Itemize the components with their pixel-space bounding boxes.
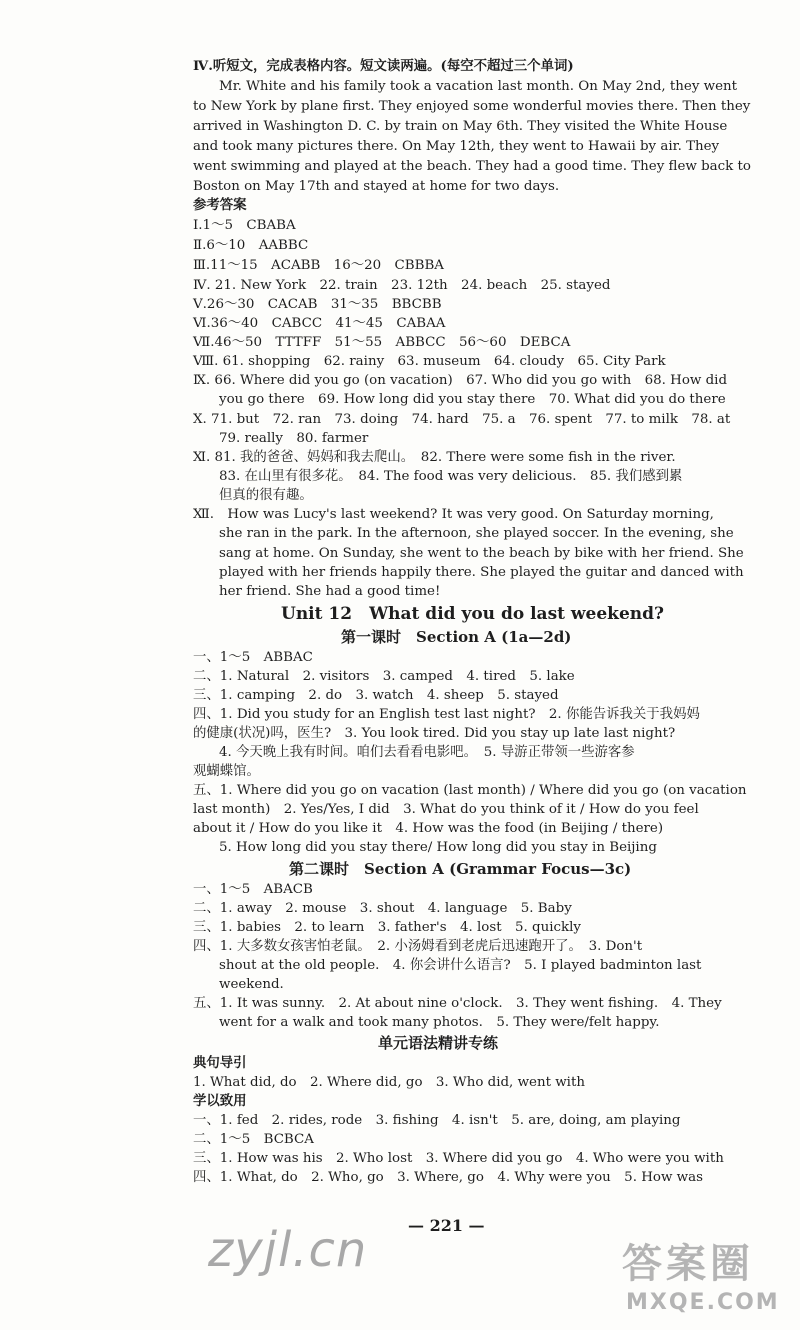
answer-line: 83. 在山里有很多花。 84. The food was very delicious. 85. 我们感到累	[219, 469, 683, 484]
answer-line: Ⅺ. 81. 我的爸爸、妈妈和我去爬山。 82. There were some fish in the river.	[193, 450, 676, 465]
answer-line: you go there 69. How long did you stay there 70. What did you do there	[219, 392, 726, 407]
answer-line: sang at home. On Sunday, she went to the beach by bike with her friend. She	[219, 546, 744, 561]
lesson1-line: 一、1～5 ABBAC	[193, 650, 313, 665]
lesson2-line: 五、1. It was sunny. 2. At about nine o'clock. 3. They went fishing. 4. They	[193, 996, 722, 1011]
lesson2-line: 三、1. babies 2. to learn 3. father's 4. lost 5. quickly	[193, 920, 581, 935]
lesson1-line: 4. 今天晚上我有时间。咱们去看看电影吧。 5. 导游正带领一些游客参	[219, 745, 635, 760]
passage-line: to New York by plane first. They enjoyed some wonderful movies there. Then they	[193, 99, 751, 114]
lesson1-line: 三、1. camping 2. do 3. watch 4. sheep 5. stayed	[193, 688, 559, 703]
answers-heading: 参考答案	[193, 197, 247, 213]
answer-line: her friend. She had a good time!	[219, 584, 441, 599]
watermark-mxqe: MXQE.COM	[626, 1290, 780, 1315]
lesson1-line: 的健康(状况)吗，医生? 3. You look tired. Did you stay up late last night?	[193, 726, 676, 741]
passage-line: Mr. White and his family took a vacation last month. On May 2nd, they went	[219, 79, 738, 94]
answer-line: Ⅲ.11～15 ACABB 16～20 CBBBA	[193, 258, 444, 273]
lesson2-title: 第二课时 Section A (Grammar Focus—3c)	[289, 860, 632, 878]
lesson1-line: 观蝴蝶馆。	[193, 764, 260, 779]
lesson1-line: 五、1. Where did you go on vacation (last month) / Where did you go (on vacation	[193, 783, 747, 798]
lesson2-line: 二、1. away 2. mouse 3. shout 4. language 5. Baby	[193, 901, 572, 916]
answer-line: Ⅷ. 61. shopping 62. rainy 63. museum 64. cloudy 65. City Park	[193, 354, 666, 369]
grammar-line: 1. What did, do 2. Where did, go 3. Who did, went with	[193, 1075, 585, 1090]
answer-line: Ⅳ. 21. New York 22. train 23. 12th 24. beach 25. stayed	[193, 278, 611, 293]
answer-line: Ⅵ.36～40 CABCC 41～45 CABAA	[193, 316, 446, 331]
grammar-line: 一、1. fed 2. rides, rode 3. fishing 4. isn't 5. are, doing, am playing	[193, 1113, 681, 1128]
lesson1-line: 5. How long did you stay there/ How long did you stay in Beijing	[219, 840, 657, 855]
answer-line: Ⅸ. 66. Where did you go (on vacation) 67. Who did you go with 68. How did	[193, 373, 728, 388]
page-number: — 221 —	[408, 1216, 485, 1235]
unit-title: Unit 12 What did you do last weekend?	[281, 604, 664, 624]
passage-line: and took many pictures there. On May 12th, they went to Hawaii by air. They	[193, 139, 720, 154]
lesson1-line: 四、1. Did you study for an English test last night? 2. 你能告诉我关于我妈妈	[193, 707, 700, 722]
grammar-subheading: 典句导引	[193, 1055, 247, 1071]
passage-line: went swimming and played at the beach. They had a good time. They flew back to	[193, 159, 751, 174]
lesson2-line: weekend.	[219, 977, 284, 992]
lesson1-line: about it / How do you like it 4. How was the food (in Beijing / there)	[193, 821, 664, 836]
watermark-zyjl: zyjl.cn	[208, 1222, 368, 1278]
lesson1-line: last month) 2. Yes/Yes, I did 3. What do you think of it / How do you feel	[193, 802, 699, 817]
passage-line: Boston on May 17th and stayed at home for two days.	[193, 179, 560, 194]
answer-line: Ⅱ.6～10 AABBC	[193, 238, 309, 253]
grammar-line: 三、1. How was his 2. Who lost 3. Where did you go 4. Who were you with	[193, 1151, 724, 1166]
lesson1-line: 二、1. Natural 2. visitors 3. camped 4. tired 5. lake	[193, 669, 575, 684]
lesson1-title: 第一课时 Section A (1a—2d)	[341, 628, 572, 646]
lesson2-line: 四、1. 大多数女孩害怕老鼠。 2. 小汤姆看到老虎后迅速跑开了。 3. Don't	[193, 939, 643, 954]
grammar-title: 单元语法精讲专练	[378, 1034, 499, 1052]
answer-line: Ⅰ.1～5 CBABA	[193, 218, 296, 233]
answer-line: 79. really 80. farmer	[219, 431, 369, 446]
answer-line: Ⅴ.26～30 CACAB 31～35 BBCBB	[193, 297, 442, 312]
passage-instruction: Ⅳ.听短文，完成表格内容。短文读两遍。(每空不超过三个单词)	[193, 58, 574, 74]
answer-line: Ⅹ. 71. but 72. ran 73. doing 74. hard 75. a 76. spent 77. to milk 78. at	[193, 412, 731, 427]
answer-line: she ran in the park. In the afternoon, she played soccer. In the evening, she	[219, 526, 734, 541]
lesson2-line: 一、1～5 ABACB	[193, 882, 313, 897]
grammar-subheading: 学以致用	[193, 1093, 247, 1109]
grammar-line: 二、1～5 BCBCA	[193, 1132, 314, 1147]
grammar-line: 四、1. What, do 2. Who, go 3. Where, go 4. Why were you 5. How was	[193, 1170, 703, 1185]
answer-line: Ⅶ.46～50 TTTFF 51～55 ABBCC 56～60 DEBCA	[193, 335, 571, 350]
lesson2-line: went for a walk and took many photos. 5. They were/felt happy.	[219, 1015, 660, 1030]
answer-line: played with her friends happily there. She played the guitar and danced with	[219, 565, 744, 580]
lesson2-line: shout at the old people. 4. 你会讲什么语言? 5. I played badminton last	[219, 958, 702, 973]
passage-line: arrived in Washington D. C. by train on May 6th. They visited the White House	[193, 119, 728, 134]
answer-line: 但真的很有趣。	[219, 488, 313, 503]
answer-line: Ⅻ. How was Lucy's last weekend? It was very good. On Saturday morning,	[193, 507, 714, 522]
watermark-daanquan: 答案圈	[622, 1241, 754, 1287]
